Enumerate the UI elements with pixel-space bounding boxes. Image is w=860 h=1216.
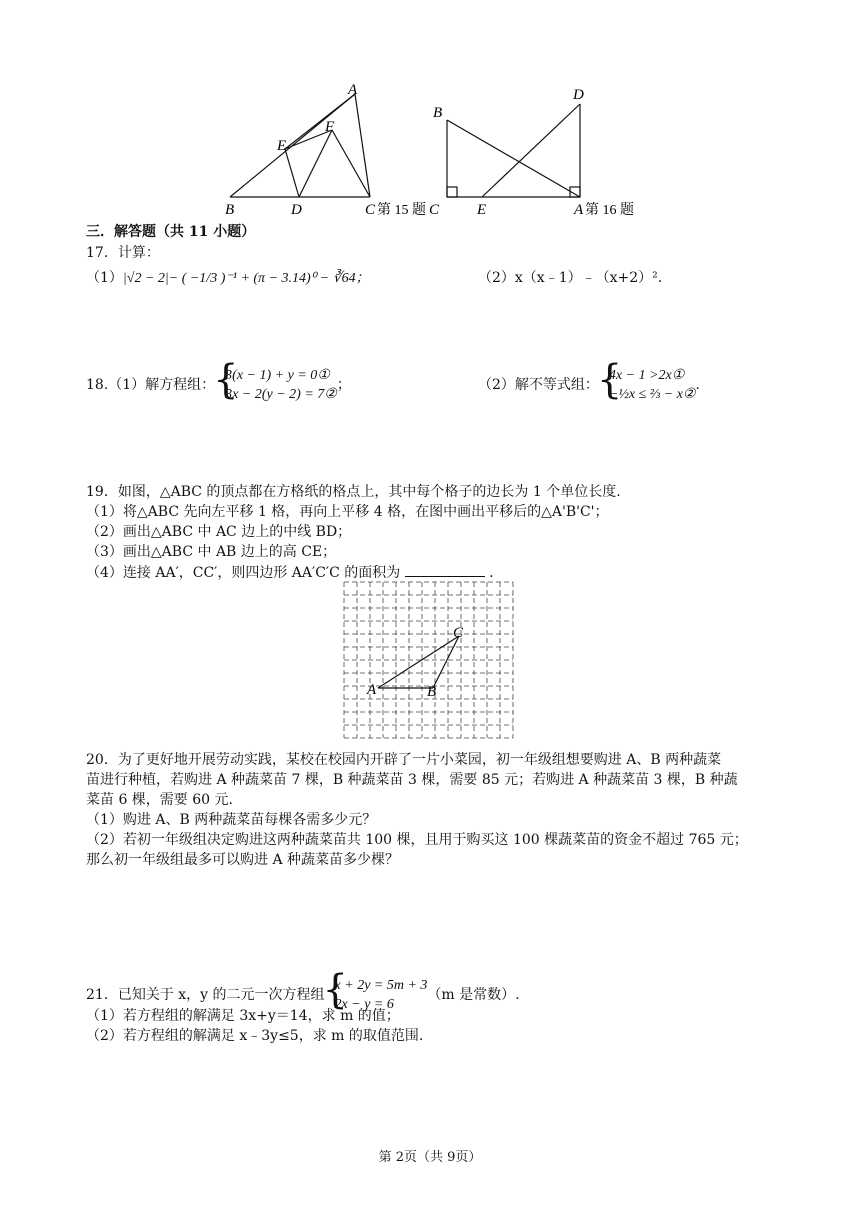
q17-part2: （2）x（x﹣1）﹣（x+2）². xyxy=(478,270,663,286)
q19-sub4-end: . xyxy=(489,565,494,581)
q20-sub3: 那么初一年级组最多可以购进 A 种蔬菜苗多少棵？ xyxy=(86,852,400,868)
q20-line1: 20．为了更好地开展劳动实践，某校在校园内开辟了一片小菜园，初一年级组想要购进 A、B 两种蔬菜 xyxy=(86,752,722,768)
grid-label-a: A xyxy=(367,682,377,698)
q19-sub1: （1）将△ABC 先向左平移 1 格，再向上平移 4 格，在图中画出平移后的△A'B'C'； xyxy=(86,504,609,520)
q18-part2 xyxy=(478,357,700,404)
q21-sub2: （2）若方程组的解满足 x﹣3y≤5，求 m 的取值范围. xyxy=(86,1028,424,1044)
q20-line3: 菜苗 6 棵，需要 60 元. xyxy=(86,792,233,808)
q21-prefix: 21．已知关于 x，y 的二元一次方程组 xyxy=(86,987,325,1003)
q21-suffix: （m 是常数）. xyxy=(427,987,520,1003)
page-footer: 第 2页（共 9页） xyxy=(378,1150,482,1165)
q19-stem: 19．如图，△ABC 的顶点都在方格纸的格点上，其中每个格子的边长为 1 个单位长度. xyxy=(86,484,621,500)
q20-sub2: （2）若初一年级组决定购进这两种蔬菜苗共 100 棵，且用于购买这 100 棵蔬菜苗的资金不超过 765 元； xyxy=(86,832,748,848)
q18-part1-suffix: ； xyxy=(336,377,351,393)
q17-part1-prefix: （1） xyxy=(86,270,123,286)
q18-part1 xyxy=(86,357,351,404)
q17-part1 xyxy=(86,268,370,289)
q19-answer-blank[interactable] xyxy=(405,562,485,577)
q18-system-2: { 4x − 1 >2x① −½x ≤ ⅔ − x② xyxy=(596,357,696,403)
fig16-label-d: D xyxy=(573,87,584,103)
q18-system-1: { 3(x − 1) + y = 0① 3x − 2(y − 2) = 7② xyxy=(213,357,337,403)
fig16-label-b: B xyxy=(433,105,443,121)
q19-sub2: （2）画出△ABC 中 AC 边上的中线 BD； xyxy=(86,524,352,540)
q21-sub1: （1）若方程组的解满足 3x+y＝14，求 m 的值； xyxy=(86,1008,400,1024)
fig15-label-d: D xyxy=(291,202,302,218)
fig16-caption: 第 16 题 xyxy=(585,203,634,218)
fig15-label-a: A xyxy=(348,82,358,98)
q18-ineq1: 4x − 1 >2x① xyxy=(608,368,685,383)
q18-eq2: 3x − 2(y − 2) = 7② xyxy=(225,387,337,402)
fig16-label-a: A xyxy=(574,202,584,218)
fig15-caption: 第 15 题 xyxy=(377,203,426,218)
q19-sub3: （3）画出△ABC 中 AB 边上的高 CE； xyxy=(86,544,337,560)
grid-label-c: C xyxy=(453,625,464,641)
fig15-label-c: C xyxy=(365,202,376,218)
q21-eq2: 2x − y = 6 xyxy=(334,997,394,1012)
q19-grid-figure xyxy=(340,578,522,746)
q18-part2-suffix: . xyxy=(695,377,700,393)
q18-eq1: 3(x − 1) + y = 0① xyxy=(225,368,330,383)
fig15-label-b: B xyxy=(225,202,235,218)
fig16-label-e: E xyxy=(477,202,487,218)
q17-part1-expr: |√2 − 2|− ( −1/3 )⁻¹ + (π − 3.14)⁰ − ∛64； xyxy=(122,271,370,286)
section-title: 三．解答题（共 11 小题） xyxy=(86,224,256,240)
q17-stem: 17．计算： xyxy=(86,245,160,261)
q20-line2: 苗进行种植，若购进 A 种蔬菜苗 7 棵，B 种蔬菜苗 3 棵，需要 85 元；若购进 A 种蔬菜苗 3 棵，B 种蔬 xyxy=(86,772,738,788)
q18-part1-prefix: 18.（1）解方程组： xyxy=(86,377,216,393)
q19-sub4-text: （4）连接 AA′，CC′，则四边形 AA′C′C 的面积为 xyxy=(86,565,401,581)
q21-eq1: x + 2y = 5m + 3 xyxy=(334,978,428,993)
figure-16 xyxy=(425,82,655,222)
q18-ineq2: −½x ≤ ⅔ − x② xyxy=(608,387,696,402)
fig15-label-e: E xyxy=(277,138,287,154)
fig16-label-c: C xyxy=(429,202,440,218)
fig15-label-f: F xyxy=(325,119,335,135)
q20-sub1: （1）购进 A、B 两种蔬菜苗每棵各需多少元？ xyxy=(86,812,377,828)
q21-system: { x + 2y = 5m + 3 2x − y = 6 xyxy=(322,967,428,1013)
figure-15 xyxy=(215,82,445,222)
grid-label-b: B xyxy=(427,684,437,700)
q18-part2-prefix: （2）解不等式组： xyxy=(478,377,599,393)
